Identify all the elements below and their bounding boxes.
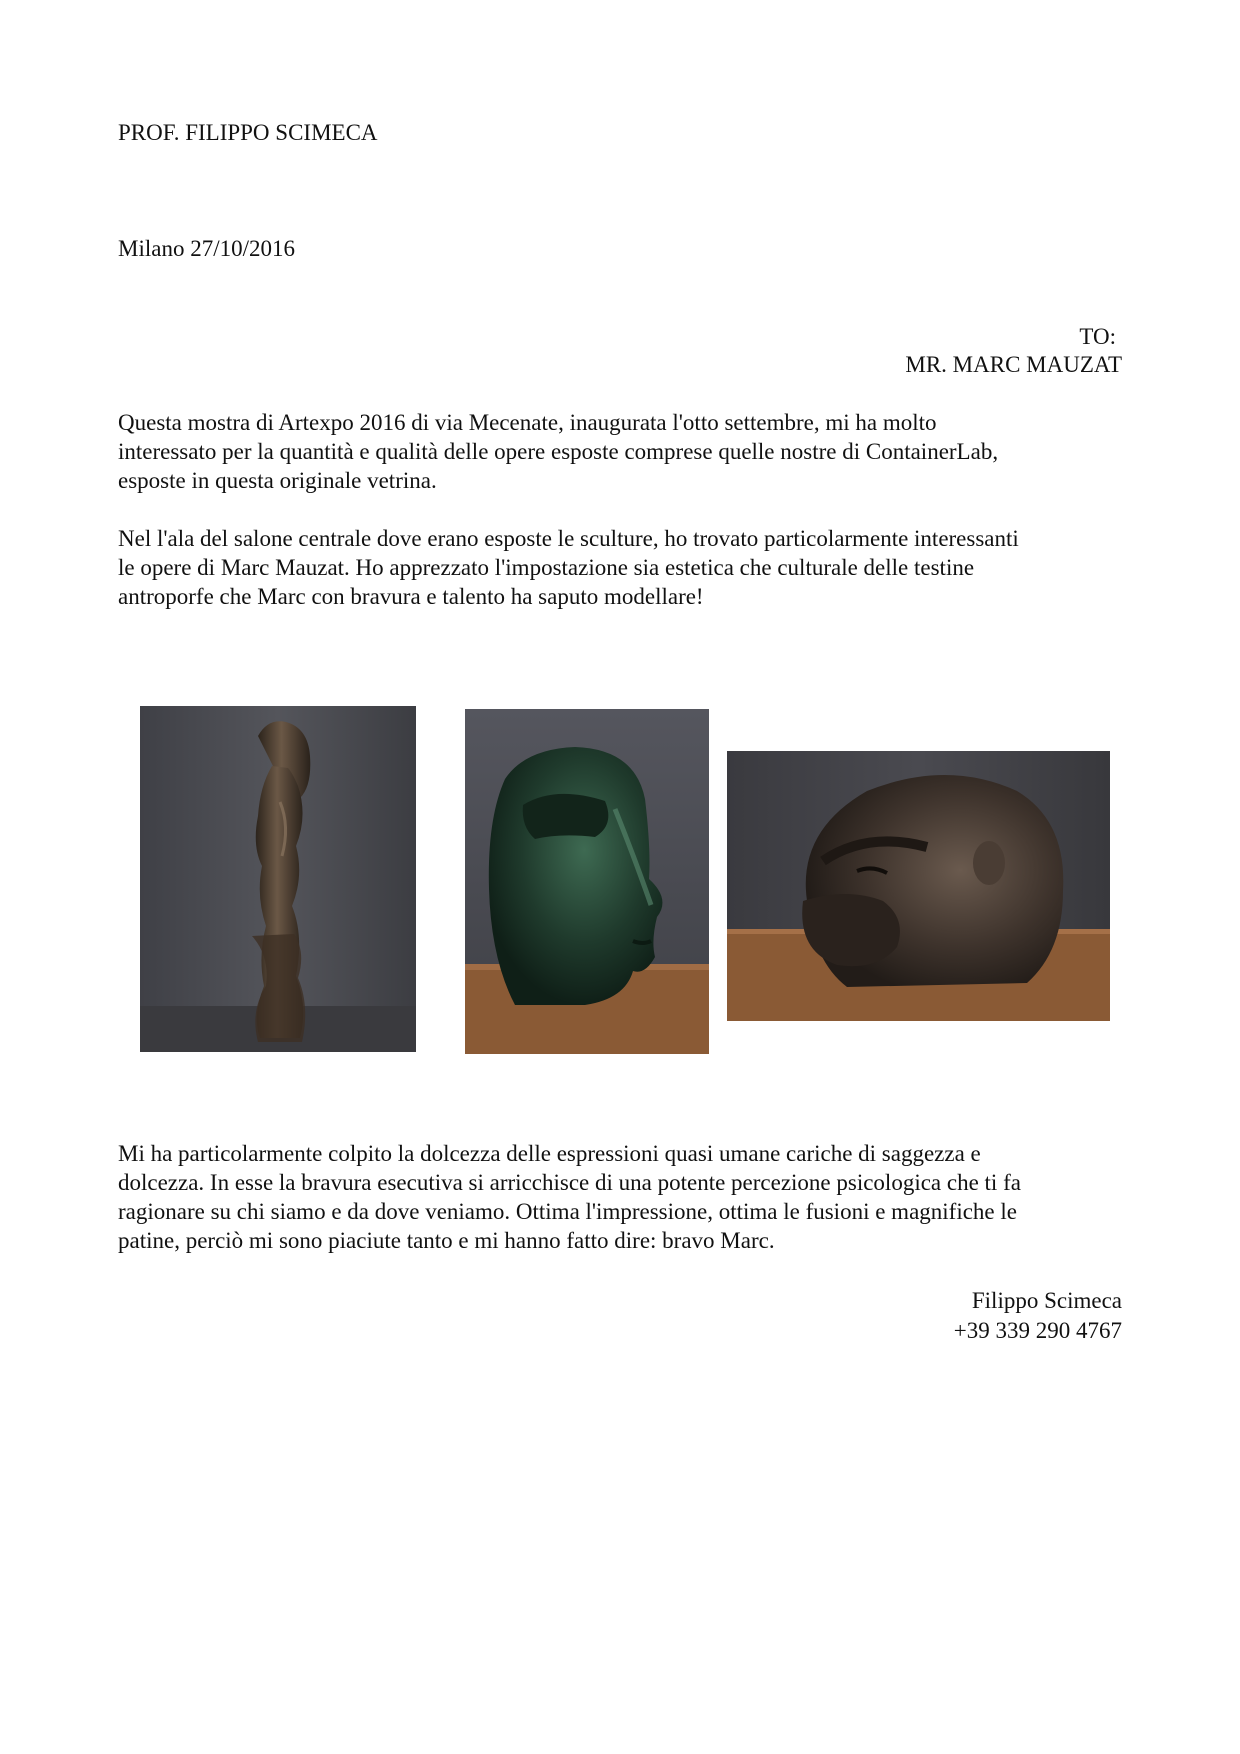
signature-block	[954, 1286, 1122, 1346]
paragraph-line: Mi ha particolarmente colpito la dolcezza delle espressioni quasi umane cariche di saggezza e	[118, 1141, 981, 1166]
sculpture-photo-female-figure	[140, 706, 416, 1052]
to-label: TO:	[1079, 324, 1116, 349]
paragraph-line: ragionare su chi siamo e da dove veniamo. Ottima l'impressione, ottima le fusioni e magnifiche le	[118, 1199, 1017, 1224]
paragraph-line: patine, perciò mi sono piaciute tanto e mi hanno fatto dire: bravo Marc.	[118, 1228, 775, 1253]
paragraph-intro	[118, 408, 998, 495]
gorilla-head-image	[727, 751, 1110, 1021]
letter-date: Milano 27/10/2016	[118, 236, 295, 261]
paragraph-sculptures	[118, 524, 1019, 611]
sculpture-photo-green-mask	[465, 709, 709, 1054]
recipient-name: MR. MARC MAUZAT	[905, 352, 1122, 377]
paragraph-line: dolcezza. In esse la bravura esecutiva si arricchisce di una potente percezione psicologica che ti fa	[118, 1170, 1021, 1195]
paragraph-line: antroporfe che Marc con bravura e talento ha saputo modellare!	[118, 584, 704, 609]
paragraph-line: interessato per la quantità e qualità delle opere esposte comprese quelle nostre di ContainerLab,	[118, 439, 999, 464]
paragraph-closing	[118, 1139, 1021, 1255]
signature-name: Filippo Scimeca	[971, 1288, 1122, 1313]
paragraph-line: Questa mostra di Artexpo 2016 di via Mecenate, inaugurata l'otto settembre, mi ha molto	[118, 410, 937, 435]
paragraph-line: esposte in questa originale vetrina.	[118, 468, 437, 493]
green-mask-image	[465, 709, 709, 1054]
letter-header: PROF. FILIPPO SCIMECA	[118, 120, 378, 145]
female-figure-image	[140, 706, 416, 1052]
sculpture-photo-gorilla-head	[727, 751, 1110, 1021]
signature-phone: +39 339 290 4767	[953, 1318, 1122, 1343]
paragraph-line: le opere di Marc Mauzat. Ho apprezzato l'impostazione sia estetica che culturale delle testine	[118, 555, 975, 580]
paragraph-line: Nel l'ala del salone centrale dove erano esposte le sculture, ho trovato particolarmente interessanti	[118, 526, 1019, 551]
